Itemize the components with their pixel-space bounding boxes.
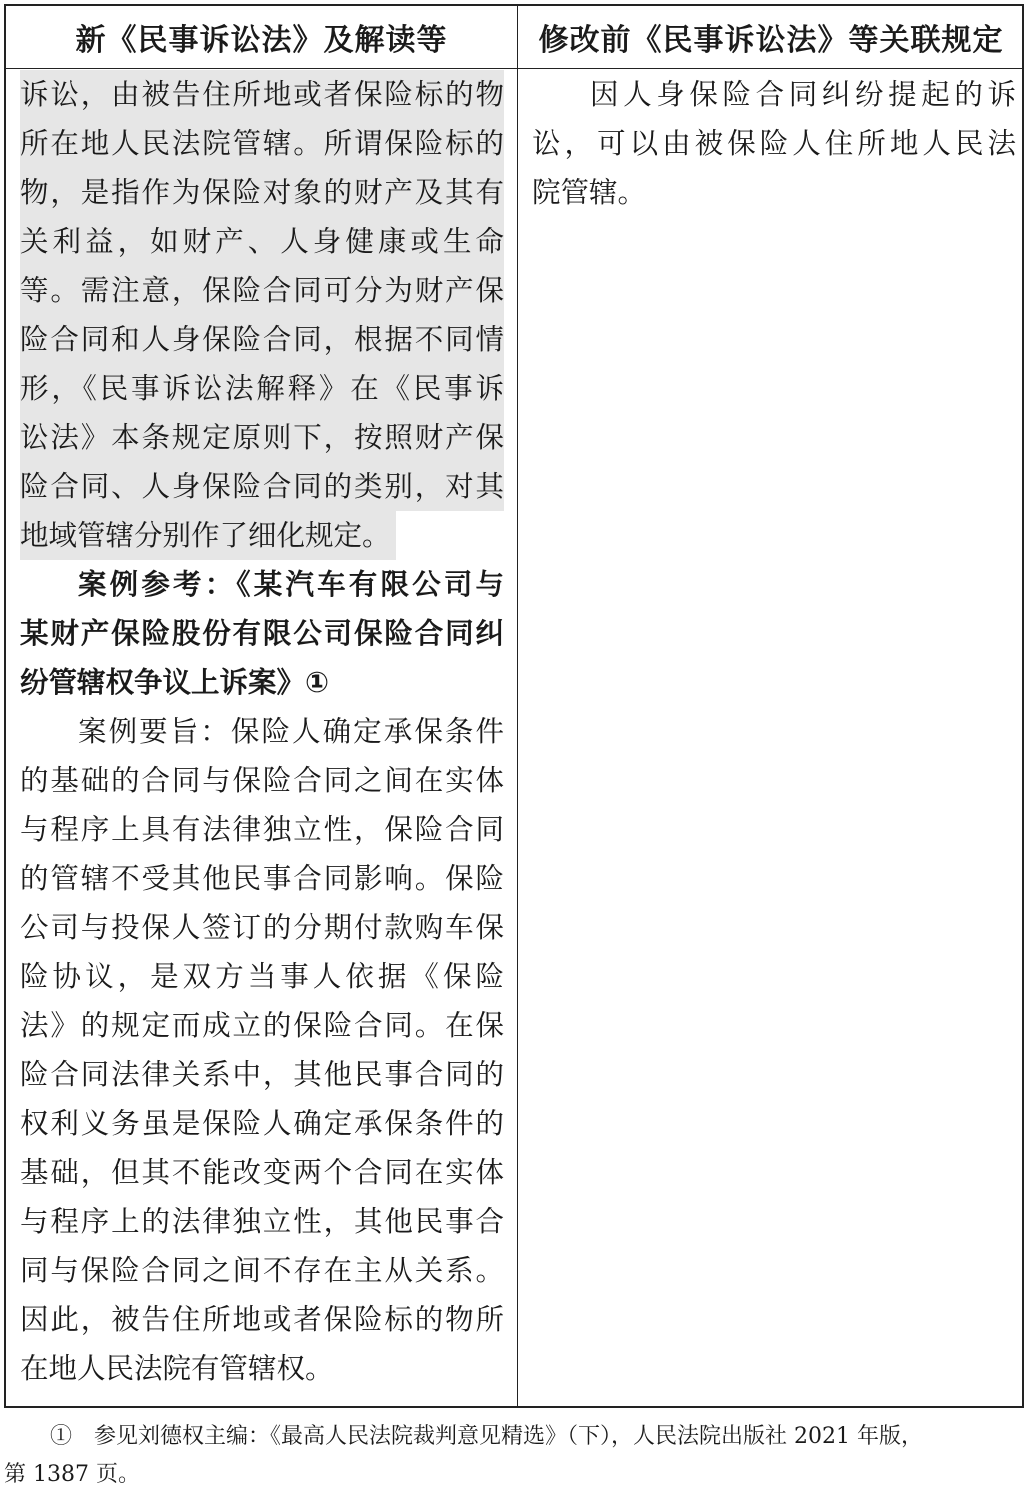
case-gist-line: 公司与投保人签订的分期付款购车保 (20, 911, 504, 944)
interpretation-line: 物，是指作为保险对象的财产及其有 (20, 168, 504, 217)
interpretation-line: 险合同、人身保险合同的类别，对其 (20, 462, 504, 511)
right-column (532, 70, 1016, 217)
interpretation-line: 关利益，如财产、人身健康或生命 (20, 217, 504, 266)
interpretation-line: 所在地人民法院管辖。所谓保险标的 (20, 119, 504, 168)
case-gist-line: 的管辖不受其他民事合同影响。保险 (20, 862, 504, 895)
case-gist-line: 的基础的合同与保险合同之间在实体 (20, 764, 504, 797)
case-gist-line: 案例要旨：保险人确定承保条件 (78, 715, 504, 748)
case-gist-line: 险合同法律关系中，其他民事合同的 (20, 1058, 504, 1091)
interpretation-line: 险合同和人身保险合同，根据不同情 (20, 315, 504, 364)
case-gist-line: 因此，被告住所地或者保险标的物所 (20, 1303, 504, 1336)
column-divider (517, 6, 518, 1406)
header-old-law: 修改前《民事诉讼法》等关联规定 (538, 23, 1004, 58)
interpretation-line: 诉讼，由被告住所地或者保险标的物 (20, 70, 504, 119)
case-title-line: 案例参考：《某汽车有限公司与 (78, 568, 504, 601)
footnote (4, 1418, 1024, 1494)
interpretation-line: 等。需注意，保险合同可分为财产保 (20, 266, 504, 315)
case-gist-line: 与程序上的法律独立性，其他民事合 (20, 1205, 504, 1238)
old-provision-line: 讼，可以由被保险人住所地人民法 (532, 127, 1016, 160)
case-gist-line: 在地人民法院有管辖权。 (20, 1352, 334, 1385)
old-provision-line: 院管辖。 (532, 176, 647, 209)
case-gist-line: 法》的规定而成立的保险合同。在保 (20, 1009, 504, 1042)
case-gist-line: 权利义务虽是保险人确定承保条件的 (20, 1107, 504, 1140)
case-gist-line: 基础，但其不能改变两个合同在实体 (20, 1156, 504, 1189)
interpretation-line: 地域管辖分别作了细化规定。 (20, 511, 396, 560)
old-provision-line: 因人身保险合同纠纷提起的诉 (590, 78, 1016, 111)
case-gist-line: 险协议，是双方当事人依据《保险 (20, 960, 504, 993)
case-title-line: 纷管辖权争议上诉案》① (20, 666, 330, 699)
interpretation-line: 形，《民事诉讼法解释》在《民事诉 (20, 364, 504, 413)
comparison-table (4, 4, 1024, 1408)
interpretation-line: 讼法》本条规定原则下，按照财产保 (20, 413, 504, 462)
case-gist-line: 与程序上具有法律独立性，保险合同 (20, 813, 504, 846)
header-divider (6, 68, 1022, 69)
left-column (20, 70, 504, 1393)
footnote-line: ① 参见刘德权主编：《最高人民法院裁判意见精选》（下），人民法院出版社 2021 年版， (50, 1424, 923, 1449)
header-new-law: 新《民事诉讼法》及解读等 (75, 23, 448, 58)
case-gist-line: 同与保险合同之间不存在主从关系。 (20, 1254, 504, 1287)
footnote-line: 第 1387 页。 (4, 1462, 140, 1487)
case-title-line: 某财产保险股份有限公司保险合同纠 (20, 617, 504, 650)
